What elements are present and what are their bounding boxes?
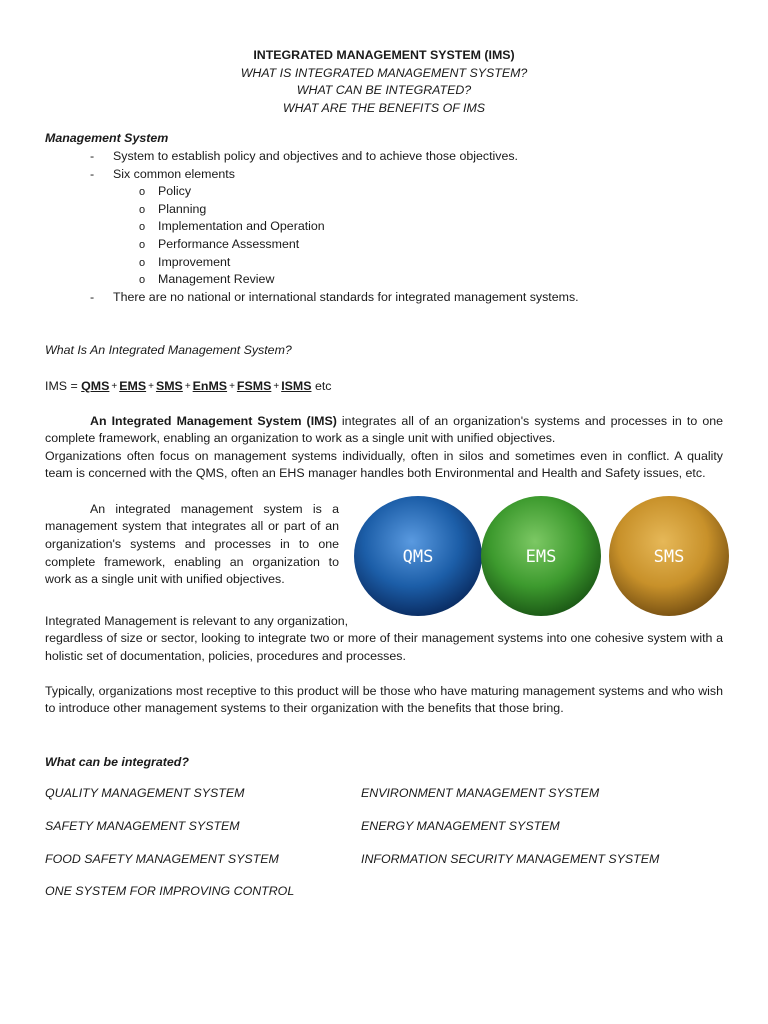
list-item-text: Improvement <box>158 254 231 269</box>
formula-suffix: etc <box>314 378 332 393</box>
list-item-text: Six common elements <box>113 166 235 181</box>
ims-illustration-block <box>45 501 723 613</box>
list-item: ENVIRONMENT MANAGEMENT SYSTEM <box>361 786 600 801</box>
circle-bullet: o <box>139 221 146 234</box>
list-item: INFORMATION SECURITY MANAGEMENT SYSTEM <box>361 851 660 866</box>
ims-spheres-illustration <box>353 493 733 619</box>
document-title: INTEGRATED MANAGEMENT SYSTEM (IMS) <box>253 48 515 62</box>
management-system-list-end <box>45 289 723 307</box>
formula-ems: EMS <box>119 378 147 393</box>
list-item <box>45 236 723 254</box>
circle-bullet: o <box>139 186 146 199</box>
ims-description-paragraph: An integrated management system is a management system that integrates all or part of an organization's systems and processes in to one complete framework, enabling an organization to work as a single unit with unified objectives. <box>45 501 339 587</box>
ims-definition-term: An Integrated Management System (IMS) <box>90 413 337 428</box>
document-header <box>45 47 723 117</box>
ems-sphere-label: EMS <box>525 546 557 567</box>
elements-list <box>45 183 723 289</box>
list-item: FOOD SAFETY MANAGEMENT SYSTEM <box>45 851 279 866</box>
spheres-svg <box>353 493 733 619</box>
qms-sphere-label: QMS <box>402 546 434 567</box>
list-item <box>45 254 723 272</box>
list-item-text: Performance Assessment <box>158 236 300 251</box>
integrated-systems-grid <box>45 785 723 900</box>
plus-sign: + <box>148 380 154 392</box>
formula-qms: QMS <box>81 378 110 393</box>
silos-paragraph: Organizations often focus on management systems individually, often in silos and sometimes even in conflict. A quality team is concerned with the QMS, often an EHS manager handles both Environmental and Health and Safety issues, etc. <box>45 448 723 481</box>
management-system-heading: Management System <box>45 131 169 146</box>
list-item-text: Policy <box>158 184 192 199</box>
plus-sign: + <box>111 380 118 392</box>
circle-bullet: o <box>139 256 146 269</box>
ims-formula <box>45 378 723 396</box>
circle-bullet: o <box>139 238 146 251</box>
list-item <box>45 183 723 201</box>
plus-sign: + <box>229 380 235 392</box>
formula-fsms: FSMS <box>236 378 272 393</box>
subtitle-2: WHAT CAN BE INTEGRATED? <box>296 83 472 98</box>
formula-prefix: IMS = <box>45 378 78 393</box>
dash-marker: - <box>90 166 95 181</box>
list-item: QUALITY MANAGEMENT SYSTEM <box>45 786 245 801</box>
list-item <box>45 289 723 307</box>
list-item-text: Management Review <box>158 272 275 287</box>
list-item-text: System to establish policy and objectives and to achieve those objectives. <box>113 148 518 163</box>
sms-sphere-label: SMS <box>653 546 685 567</box>
what-can-be-integrated-heading: What can be integrated? <box>45 754 189 769</box>
plus-sign: + <box>184 380 191 392</box>
list-item <box>45 148 723 166</box>
list-item-text: Planning <box>158 201 207 216</box>
list-item <box>45 271 723 289</box>
relevance-paragraph: regardless of size or sector, looking to integrate two or more of their management systems into one cohesive system with a holistic set of documentation, policies, procedures and processes. <box>45 631 723 664</box>
dash-marker: - <box>90 148 95 163</box>
formula-isms: ISMS <box>281 378 312 393</box>
circle-bullet: o <box>139 203 146 216</box>
subtitle-1: WHAT IS INTEGRATED MANAGEMENT SYSTEM? <box>240 65 528 80</box>
ims-definition-paragraph <box>45 413 723 448</box>
ims-definition-text: integrates all of an organization's systems and processes in to one complete framework, enabling an organization to work as a single unit with unified objectives. <box>45 413 723 446</box>
list-item: ENERGY MANAGEMENT SYSTEM <box>361 819 560 834</box>
dash-marker: - <box>90 289 95 304</box>
list-item: SAFETY MANAGEMENT SYSTEM <box>45 819 240 834</box>
formula-enms: EnMS <box>192 378 228 393</box>
subtitle-3: WHAT ARE THE BENEFITS OF IMS <box>282 100 486 115</box>
formula-sms: SMS <box>155 378 183 393</box>
relevance-paragraph-lead: Integrated Management is relevant to any organization, <box>45 613 349 628</box>
list-item: ONE SYSTEM FOR IMPROVING CONTROL <box>45 884 295 899</box>
what-is-ims-question: What Is An Integrated Management System? <box>45 343 292 358</box>
plus-sign: + <box>273 380 280 392</box>
list-item-text: There are no national or international standards for integrated management systems. <box>113 289 579 304</box>
list-item <box>45 218 723 236</box>
management-system-list <box>45 148 723 183</box>
document-page <box>45 47 723 901</box>
list-item-text: Implementation and Operation <box>158 219 325 234</box>
circle-bullet: o <box>139 274 146 287</box>
receptive-paragraph: Typically, organizations most receptive to this product will be those who have maturing management systems and who wish to introduce other management systems to their organization with the benefits that those bring. <box>45 683 723 716</box>
list-item <box>45 166 723 184</box>
list-item <box>45 201 723 219</box>
